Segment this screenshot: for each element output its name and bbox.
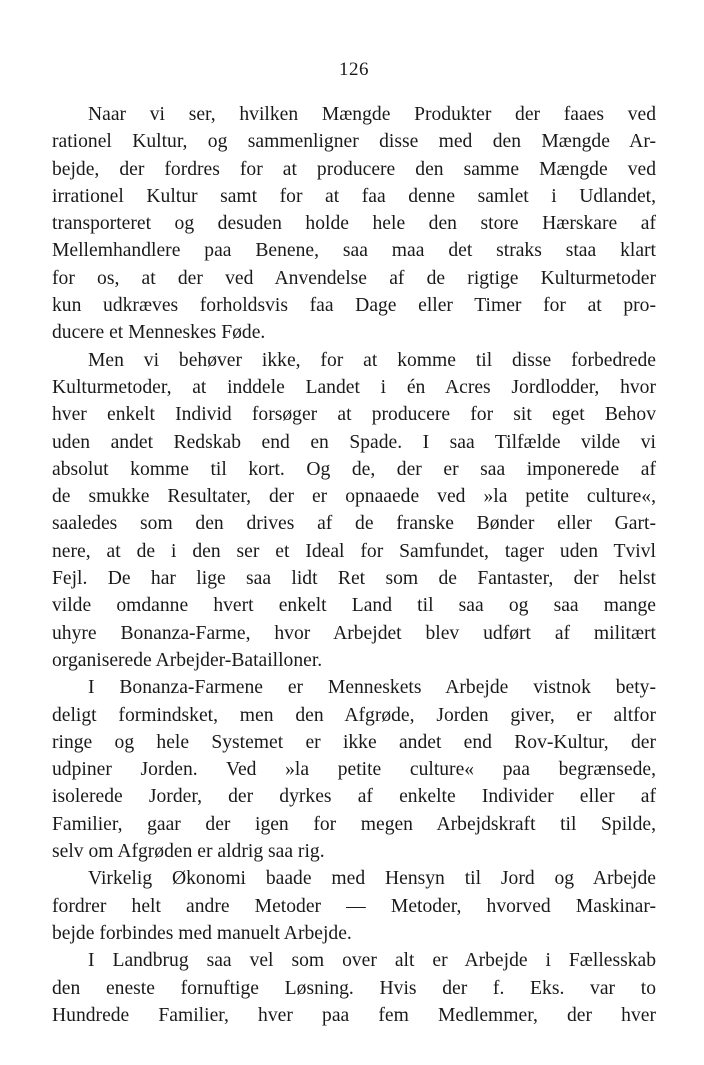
paragraph-5 (52, 947, 656, 1029)
text-line: Virkelig Økonomi baade med Hensyn til Jord og Arbejde (88, 868, 656, 890)
text-line: Naar vi ser, hvilken Mængde Produkter der faaes ved (88, 104, 656, 125)
text-line: hver enkelt Individ forsøger at producere for sit eget Behov (52, 404, 656, 426)
text-line: irrationel Kultur samt for at faa denne samlet i Udlandet, (52, 185, 656, 207)
text-line: kun udkræves forholdsvis faa Dage eller Timer for at pro- (52, 295, 656, 317)
body-text (52, 101, 656, 1029)
text-line: ducere et Menneskes Føde. (52, 322, 266, 344)
text-line: deligt formindsket, men den Afgrøde, Jorden giver, er altfor (52, 704, 656, 726)
text-line: fordrer helt andre Metoder — Metoder, hvorved Maskinar- (52, 895, 656, 917)
text-line: Mellemhandlere paa Benene, saa maa det straks staa klart (52, 240, 656, 262)
text-line: rationel Kultur, og sammenligner disse med den Mængde Ar- (52, 131, 656, 153)
paragraph-1 (52, 101, 656, 347)
text-line: absolut komme til kort. Og de, der er saa imponerede af (52, 458, 656, 480)
text-line: ringe og hele Systemet er ikke andet end Rov-Kultur, der (52, 731, 656, 753)
text-line: udpiner Jorden. Ved »la petite culture« paa begrænsede, (52, 759, 656, 781)
paragraph-2 (52, 347, 656, 675)
paragraph-4 (52, 865, 656, 947)
text-line: organiserede Arbejder-Batailloner. (52, 649, 323, 671)
text-line: saaledes som den drives af de franske Bønder eller Gart- (52, 513, 656, 535)
text-line: bejde, der fordres for at producere den samme Mængde ved (52, 158, 656, 180)
text-line: Men vi behøver ikke, for at komme til disse forbedrede (88, 349, 656, 371)
text-line: vilde omdanne hvert enkelt Land til saa og saa mange (52, 595, 656, 617)
page-number: 126 (339, 59, 369, 80)
text-line: transporteret og desuden holde hele den store Hærskare af (52, 213, 656, 235)
text-line: Fejl. De har lige saa lidt Ret som de Fantaster, der helst (52, 568, 656, 590)
text-line: den eneste fornuftige Løsning. Hvis der f. Eks. var to (52, 977, 656, 999)
text-line: for os, at der ved Anvendelse af de rigtige Kulturmetoder (52, 267, 656, 289)
text-line: Hundrede Familier, hver paa fem Medlemmer, der hver (52, 1004, 656, 1026)
text-line: nere, at de i den ser et Ideal for Samfundet, tager uden Tvivl (52, 540, 656, 562)
text-line: uhyre Bonanza-Farme, hvor Arbejdet blev udført af militært (52, 622, 656, 644)
paragraph-3 (52, 674, 656, 865)
text-line: bejde forbindes med manuelt Arbejde. (52, 922, 352, 944)
text-line: selv om Afgrøden er aldrig saa rig. (52, 841, 325, 863)
text-line: I Landbrug saa vel som over alt er Arbejde i Fællesskab (88, 950, 656, 972)
text-line: Familier, gaar der igen for megen Arbejdskraft til Spilde, (52, 813, 656, 835)
text-line: de smukke Resultater, der er opnaaede ved »la petite culture«, (52, 486, 656, 508)
text-line: Kulturmetoder, at inddele Landet i én Acres Jordlodder, hvor (52, 376, 656, 398)
text-line: uden andet Redskab end en Spade. I saa Tilfælde vilde vi (52, 431, 656, 453)
book-page (52, 58, 656, 1029)
text-line: I Bonanza-Farmene er Menneskets Arbejde vistnok bety- (88, 677, 656, 699)
text-line: isolerede Jorder, der dyrkes af enkelte Individer eller af (52, 786, 656, 808)
